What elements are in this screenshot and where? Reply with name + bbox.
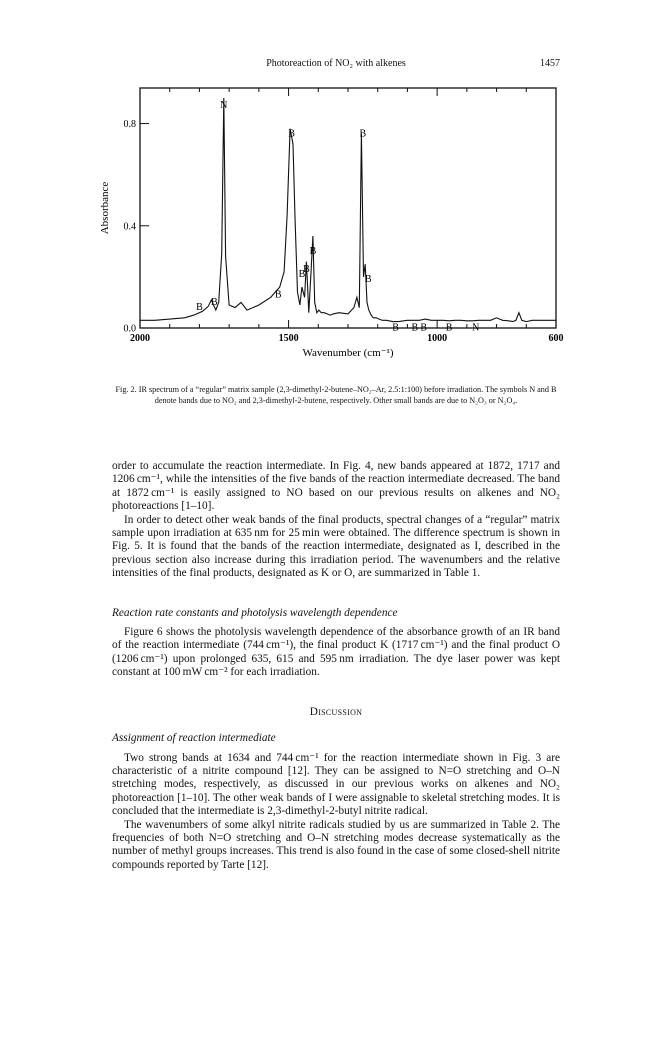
paragraph: Figure 6 shows the photolysis wavelength dependence of the absorbance growth of an IR band of the reaction intermediate (744 cm⁻¹), the final product K (1717 cm⁻¹) and the final product O (1206 cm⁻¹) upon prolonged 635, 615 and 595 nm irradiation. The dye laser power was kept constant at 100 mW cm⁻² for each irradiation. <box>112 626 560 679</box>
x-tick-label: 1500 <box>278 333 299 344</box>
section-heading: Discussion <box>309 705 363 718</box>
x-axis-label: Wavenumber (cm⁻¹) <box>302 347 394 359</box>
y-tick-label: 0.0 <box>123 323 136 335</box>
band-label: N <box>472 322 480 334</box>
band-label: B <box>298 268 306 280</box>
band-label: B <box>288 128 295 140</box>
x-tick-label: 600 <box>548 333 564 344</box>
band-label: B <box>303 263 310 275</box>
subheading: Assignment of reaction intermediate <box>112 732 276 745</box>
y-axis-label: Absorbance <box>99 181 111 235</box>
band-label: B <box>411 322 419 334</box>
paragraph: In order to detect other weak bands of the final products, spectral changes of a “regular” matrix sample upon irradiation at 635 nm for 25 min were obtained. The difference spectrum is shown in Fig. 5. It is found that the bands of the reaction intermediate, designated as I, described in the previous section also increase during this irradiation period. The wavenumbers and the relative intensities of the final products, designated as K or O, are summarized in Table 1. <box>112 513 560 580</box>
y-tick-label: 0.8 <box>123 119 136 131</box>
band-label: B <box>274 289 282 301</box>
paragraph: Two strong bands at 1634 and 744 cm⁻¹ for the reaction intermediate shown in Fig. 3 are characteristic of a nitrite compound [12]. They can be assigned to N=O stretching and O–N stretching modes, respectively, as discussed in our previous works on alkenes and NO₂ photoreaction [1–10]. The other weak bands of I were assignable to skeletal stretching modes. It is concluded that the intermediate is 2,3-dimethyl-2-butyl nitrite radical. <box>112 751 560 818</box>
paragraph: The wavenumbers of some alkyl nitrite radicals studied by us are summarized in Table 2. The frequencies of both N=O stretching and O–N stretching modes decrease systematically as the number of methyl groups increases. This trend is also found in the case of some closed-shell nitrite compounds reported by Tarte [12]. <box>112 818 560 871</box>
band-label: N <box>220 100 228 112</box>
band-label: B <box>445 322 453 334</box>
running-title: Photoreaction of NO₂ with alkenes <box>266 58 406 69</box>
subheading: Reaction rate constants and photolysis wavelength dependence <box>112 606 398 619</box>
body-text <box>112 460 560 872</box>
ir-spectrum-chart <box>96 74 576 374</box>
band-label: B <box>196 302 203 314</box>
plot-frame <box>140 88 556 328</box>
paragraph: order to accumulate the reaction intermediate. In Fig. 4, new bands appeared at 1872, 1717 and 1206 cm⁻¹, while the intensities of the five bands of the reaction intermediate decreased. The band at 1872 cm⁻¹ is easily assigned to NO based on our previous results on alkenes and NO₂ photoreactions [1–10]. <box>112 460 560 513</box>
y-tick-label: 0.4 <box>123 221 136 233</box>
figure-caption <box>112 384 560 406</box>
band-label: B <box>420 322 428 334</box>
band-label: B <box>309 245 317 257</box>
band-label: B <box>210 297 218 308</box>
figure-label: Fig. 2. <box>115 385 137 394</box>
spectrum-line <box>140 98 556 322</box>
x-tick-label: 1000 <box>427 333 448 344</box>
band-label: B <box>392 322 399 334</box>
x-tick-label: 2000 <box>130 333 150 344</box>
running-head <box>112 58 560 74</box>
page-number: 1457 <box>540 58 560 69</box>
band-label: B <box>364 274 372 285</box>
figure-caption-text: IR spectrum of a “regular” matrix sample (2,3-dimethyl-2-butene–NO₂–Ar, 2.5:1:100) before irradiation. The symbols N and B denote bands due to NO₂ and 2,3-dimethyl-2-butene, respectively. Other small bands are due to N₂O₃ or N₂O₄. <box>138 385 557 405</box>
band-label: B <box>359 128 367 140</box>
